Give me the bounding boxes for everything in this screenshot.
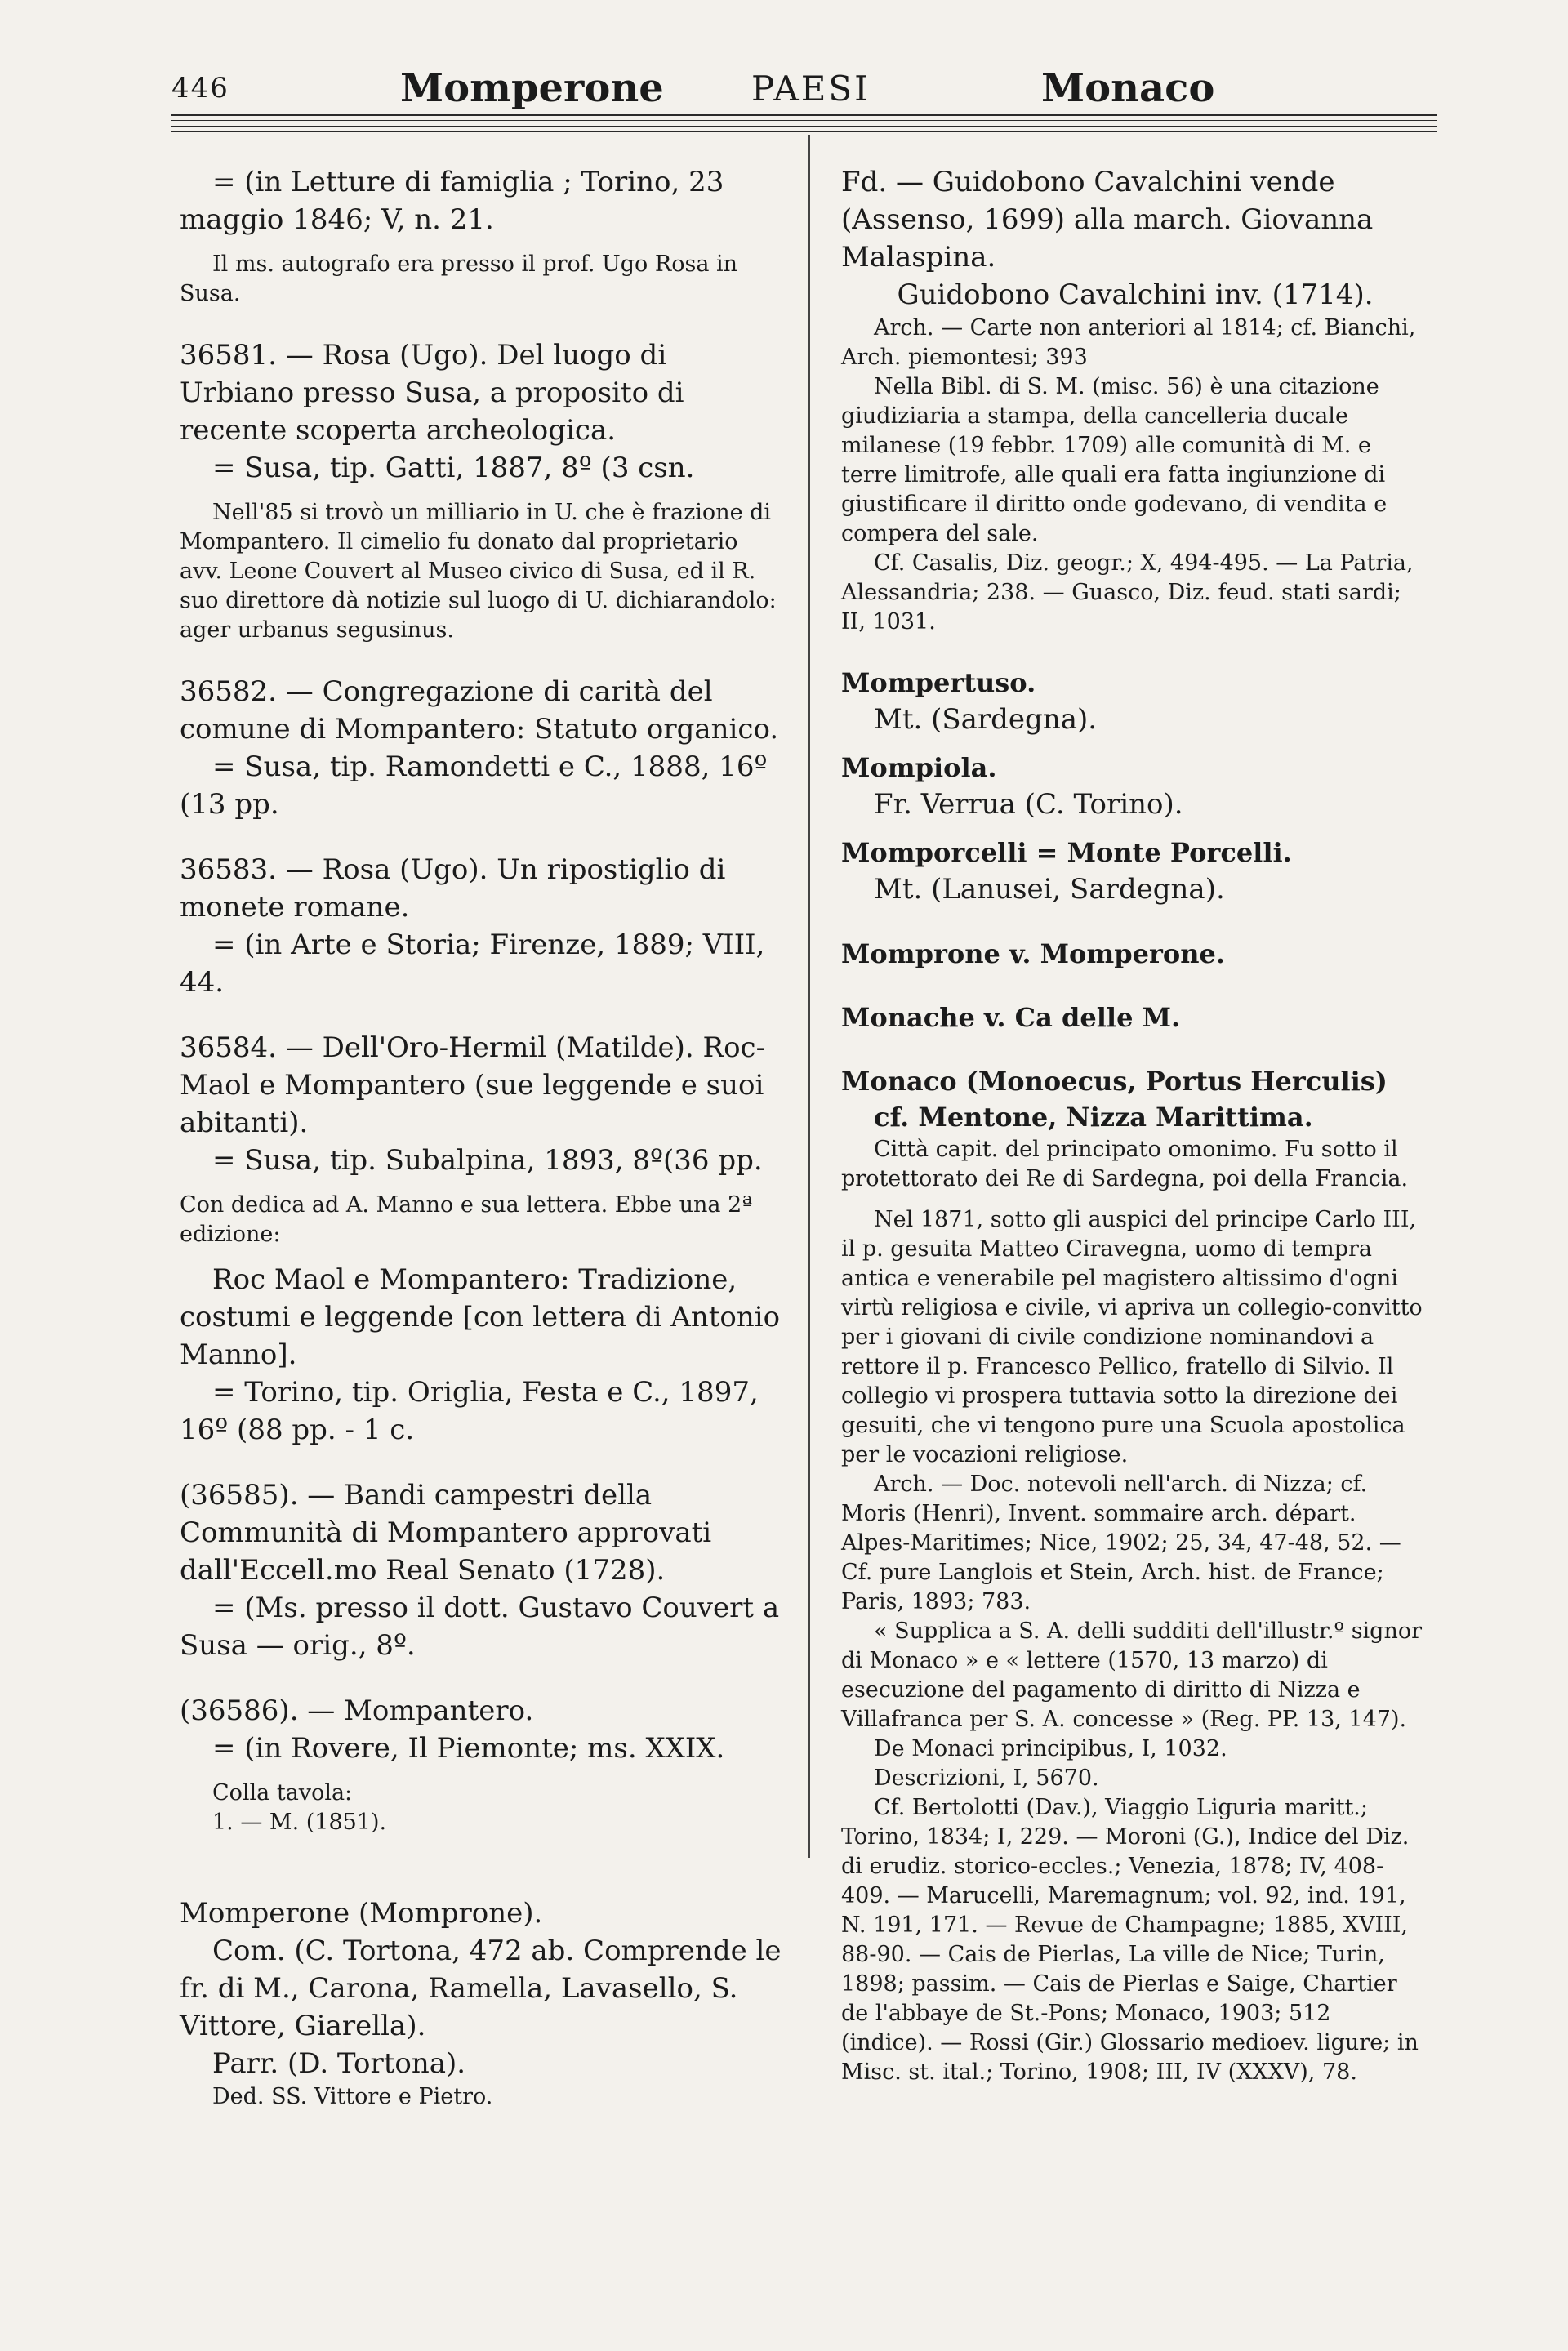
- text-paragraph: De Monaci principibus, I, 1032.: [874, 1736, 1227, 1761]
- header-left-title: Momperone: [400, 65, 664, 111]
- text-paragraph: Mompiola.: [841, 752, 997, 783]
- text-paragraph: Nel 1871, sotto gli auspici del principe Carlo III, il p. gesuita Matteo Ciravegna, uomo di tempra antica e venerabile pel magistero altissimo d'ogni virtù religiosa e civile, vi apriva un collegio-convitto per i giovani di civile condizione nominandovi a rettore il p. Francesco Pellico, fratello di Silvio. Il collegio vi prospera tuttavia sotto la direzione dei gesuiti, che vi tengono pure una Scuola apostolica per le vocazioni religiose.: [841, 1207, 1423, 1467]
- text-paragraph: Nella Bibl. di S. M. (misc. 56) è una citazione giudiziaria a stampa, della cancelleria ducale milanese (19 febbr. 1709) alle comunità di M. e terre limitrofe, alle quali era fatta ingiunzione di giustificare il diritto onde godevano, di vendita e compera del sale.: [841, 374, 1388, 546]
- text-paragraph: Fr. Verrua (C. Torino).: [874, 788, 1183, 821]
- text-paragraph: Città capit. del principato omonimo. Fu sotto il protettorato dei Re di Sardegna, poi della Francia.: [841, 1137, 1409, 1191]
- text-paragraph: Arch. — Carte non anteriori al 1814; cf. Bianchi, Arch. piemontesi; 393: [841, 315, 1416, 370]
- text-paragraph: Arch. — Doc. notevoli nell'arch. di Nizza; cf. Moris (Henri), Invent. sommaire arch. départ. Alpes-Maritimes; Nice, 1902; 25, 34, 47-48, 52. — Cf. pure Langlois et Stein, Arch. hist. de France; Paris, 1893; 783.: [841, 1472, 1401, 1614]
- text-paragraph: = Susa, tip. Ramondetti e C., 1888, 16º (13 pp.: [180, 750, 768, 821]
- text-paragraph: = Torino, tip. Origlia, Festa e C., 1897, 16º (88 pp. - 1 c.: [180, 1376, 759, 1446]
- header-right-title: Monaco: [1041, 65, 1215, 111]
- text-paragraph: 36583. — Rosa (Ugo). Un ripostiglio di monete romane.: [180, 853, 726, 924]
- text-paragraph: Momprone v. Momperone.: [841, 938, 1225, 969]
- column-divider: [808, 135, 810, 1858]
- text-paragraph: 36581. — Rosa (Ugo). Del luogo di Urbiano presso Susa, a proposito di recente scoperta archeologica.: [180, 339, 684, 447]
- text-paragraph: = Susa, tip. Gatti, 1887, 8º (3 csn.: [212, 452, 695, 484]
- text-paragraph: Com. (C. Tortona, 472 ab. Comprende le fr. di M., Carona, Ramella, Lavasello, S. Vittore, Giarella).: [180, 1935, 782, 2042]
- text-paragraph: (36585). — Bandi campestri della Communità di Mompantero approvati dall'Eccell.mo Real Senato (1728).: [180, 1479, 712, 1587]
- page-number: 446: [172, 72, 229, 105]
- text-paragraph: Mt. (Lanusei, Sardegna).: [874, 873, 1225, 906]
- text-paragraph: 36582. — Congregazione di carità del comune di Mompantero: Statuto organico.: [180, 675, 779, 746]
- text-paragraph: Fd. — Guidobono Cavalchini vende (Assenso, 1699) alla march. Giovanna Malaspina.: [841, 166, 1374, 274]
- text-paragraph: Guidobono Cavalchini inv. (1714).: [897, 278, 1374, 311]
- text-paragraph: Descrizioni, I, 5670.: [874, 1765, 1099, 1791]
- text-paragraph: = (in Letture di famiglia ; Torino, 23 maggio 1846; V, n. 21.: [180, 166, 724, 236]
- text-paragraph: Mompertuso.: [841, 667, 1036, 698]
- header-rule: [172, 120, 1437, 121]
- text-paragraph: = (Ms. presso il dott. Gustavo Couvert a Susa — orig., 8º.: [180, 1592, 780, 1662]
- text-paragraph: = Susa, tip. Subalpina, 1893, 8º(36 pp.: [212, 1144, 763, 1177]
- text-paragraph: 1. — M. (1851).: [212, 1810, 387, 1835]
- text-paragraph: Cf. Bertolotti (Dav.), Viaggio Liguria maritt.; Torino, 1834; I, 229. — Moroni (G.), Indice del Diz. di erudiz. storico-eccles.; Venezia, 1878; IV, 408-409. — Marucelli, Maremagnum; vol. 92, ind. 191, N. 191, 171. — Revue de Champagne; 1885, XVIII, 88-90. — Cais de Pierlas, La ville de Nice; Turin, 1898; passim. — Cais de Pierlas e Saige, Chartier de l'abbaye de St.-Pons; Monaco, 1903; 512 (indice). — Rossi (Gir.) Glossario medioev. ligure; in Misc. st. ital.; Torino, 1908; III, IV (XXXV), 78.: [841, 1795, 1419, 2085]
- running-header: [172, 57, 1437, 114]
- header-section-title: PAESI: [751, 69, 871, 109]
- text-paragraph: Il ms. autografo era presso il prof. Ugo Rosa in Susa.: [180, 252, 738, 306]
- header-rule: [172, 114, 1437, 116]
- text-paragraph: Colla tavola:: [212, 1780, 353, 1806]
- text-paragraph: Nell'85 si trovò un milliario in U. che è frazione di Mompantero. Il cimelio fu donato dal proprietario avv. Leone Couvert al Museo civico di Susa, ed il R. suo direttore dà notizie sul luogo di U. dichiarandolo: ager urbanus segusinus.: [180, 500, 777, 643]
- text-paragraph: Parr. (D. Tortona).: [212, 2047, 466, 2080]
- text-paragraph: Con dedica ad A. Manno e sua lettera. Ebbe una 2ª edizione:: [180, 1192, 753, 1247]
- text-paragraph: Mt. (Sardegna).: [874, 703, 1098, 736]
- left-column: [180, 163, 784, 2112]
- text-paragraph: « Supplica a S. A. delli sudditi dell'illustr.º signor di Monaco » e « lettere (1570, 13 marzo) di esecuzione del pagamento di diritto di Nizza e Villafranca per S. A. concesse » (Reg. PP. 13, 147).: [841, 1619, 1423, 1732]
- text-paragraph: (36586). — Mompantero.: [180, 1694, 534, 1727]
- text-paragraph: Cf. Casalis, Diz. geogr.; X, 494-495. — La Patria, Alessandria; 238. — Guasco, Diz. feud. stati sardi; II, 1031.: [841, 550, 1414, 635]
- text-paragraph: = (in Arte e Storia; Firenze, 1889; VIII, 44.: [180, 928, 765, 999]
- text-paragraph: Momporcelli = Monte Porcelli.: [841, 837, 1292, 868]
- header-rule: [172, 131, 1437, 132]
- text-paragraph: 36584. — Dell'Oro-Hermil (Matilde). Roc-Maol e Mompantero (sue leggende e suoi abitanti).: [180, 1031, 766, 1139]
- text-paragraph: Monaco (Monoecus, Portus Herculis) cf. Mentone, Nizza Marittima.: [841, 1066, 1388, 1133]
- right-column: [841, 163, 1429, 2087]
- text-paragraph: Monache v. Ca delle M.: [841, 1002, 1181, 1033]
- header-rule: [172, 126, 1437, 127]
- text-paragraph: Momperone (Momprone).: [180, 1897, 543, 1930]
- text-paragraph: = (in Rovere, Il Piemonte; ms. XXIX.: [212, 1732, 725, 1765]
- text-paragraph: Ded. SS. Vittore e Pietro.: [212, 2084, 493, 2109]
- text-paragraph: Roc Maol e Mompantero: Tradizione, costumi e leggende [con lettera di Antonio Manno].: [180, 1263, 781, 1371]
